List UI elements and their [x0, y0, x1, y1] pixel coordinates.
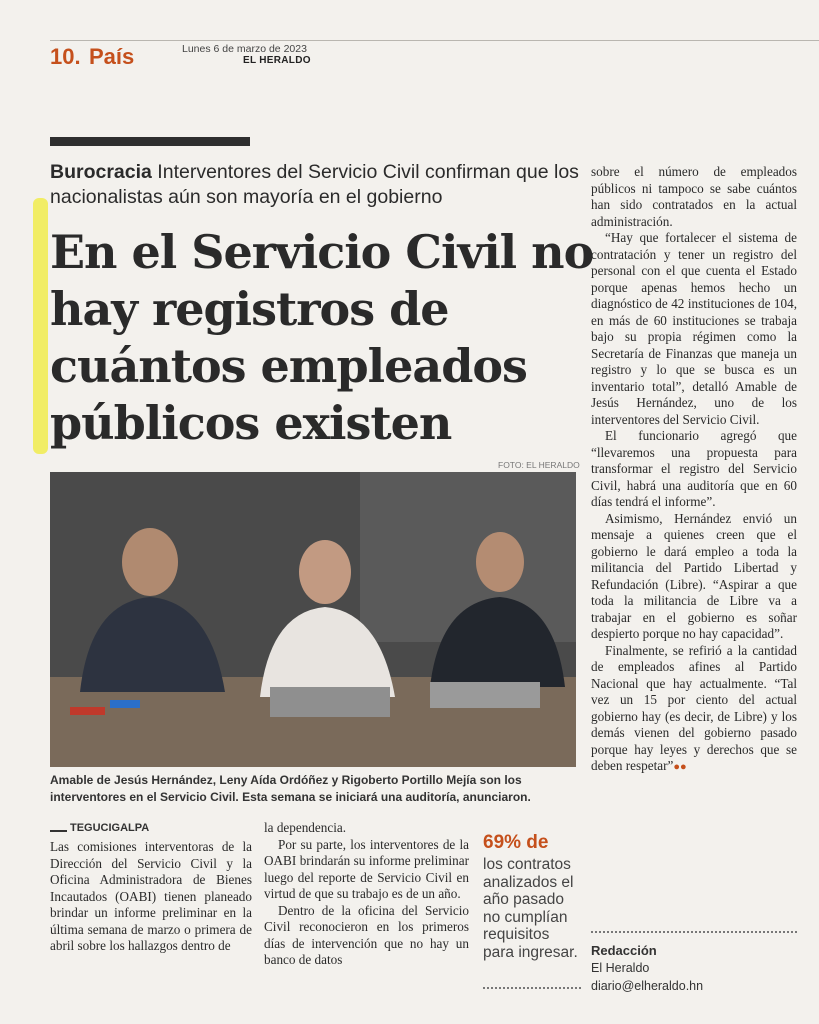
signature-label: Redacción	[591, 943, 657, 958]
body-column-1	[50, 839, 252, 955]
section-bar	[50, 137, 250, 146]
headline: En el Servicio Civil no hay registros de cuántos empleados públicos existen	[50, 225, 594, 450]
signature-email[interactable]: diario@elheraldo.hn	[591, 979, 704, 993]
paragraph-text: Finalmente, se refirió a la cantidad de empleados afines al Partido Nacional que hay actualmente. “Tal vez un 15 por ciento del actual gobierno hay (es decir, de Libre) y los demás vienen del gobierno pasado porque hay leyes y derechos que se deben respetar”	[591, 642, 797, 773]
paragraph: El funcionario agregó que “llevaremos una propuesta para transformar el registro del Servicio Civil, habrá una auditoría que en 60 días tendrá el informe”.	[591, 428, 797, 509]
stat-divider	[483, 987, 581, 989]
paragraph: Por su parte, los interventores de la OABI brindarán su informe preliminar luego del reporte de Servicio Civil en virtud de que su trabajo es de un año.	[264, 836, 469, 901]
photo-illustration	[50, 472, 576, 767]
paragraph: sobre el número de empleados públicos ni tampoco se sabe cuántos han sido contratados en la actual administración.	[591, 164, 797, 229]
photo-credit: FOTO: EL HERALDO	[498, 460, 580, 470]
signature-org: El Heraldo	[591, 961, 650, 975]
kicker-text: Interventores del Servicio Civil confirman que los nacionalistas aún son mayoría en el gobierno	[50, 161, 579, 208]
body-column-2	[264, 820, 469, 969]
article-photo	[50, 472, 576, 767]
page-date: Lunes 6 de marzo de 2023	[182, 43, 307, 55]
paragraph: Dentro de la oficina del Servicio Civil reconocieron en los primeros días de intervención que no hay un banco de datos	[264, 902, 469, 967]
top-rule	[50, 40, 819, 41]
end-mark: ●●	[673, 761, 687, 773]
paragraph: Asimismo, Hernández envió un mensaje a quienes creen que el gobierno le dará empleo a toda la militancia del Partido Libertad y Refundación (Libre). “Aspirar a que toda la militancia de Libre va a trabajar en el gobierno es soñar despierto porque no hay capacidad”.	[591, 510, 797, 641]
stat-percent: 69% de	[483, 832, 549, 853]
paragraph	[591, 643, 797, 776]
paragraph: “Hay que fortalecer el sistema de contratación y tener un registro del personal con el que cuenta el Estado porque apenas hemos hecho un diagnóstico de 42 instituciones de 104, en más de 60 instituciones se trabaja bajo su propia régimen como la Secretaría de Finanzas que maneja un registro y lo que se busca es un inventario total”, detalló Amable de Jesús Hernández, uno de los interventores del Servicio Civil.	[591, 230, 797, 427]
dateline: TEGUCIGALPA	[70, 822, 150, 834]
paragraph: Las comisiones interventoras de la Dirección del Servicio Civil y la Oficina Administradora de Bienes Incautados (OABI) tienen planeado brindar un informe preliminar en la última semana de marzo o primera de abril sobre los hallazgos dentro de	[50, 839, 252, 953]
newspaper-name: EL HERALDO	[243, 55, 311, 66]
page-number: 10.	[50, 44, 81, 69]
section-name: País	[89, 44, 135, 69]
paragraph: la dependencia.	[264, 820, 347, 835]
kicker	[50, 160, 585, 210]
body-column-3	[591, 164, 797, 776]
photo-caption: Amable de Jesús Hernández, Leny Aída Ordóñez y Rigoberto Portillo Mejía son los interventores en el Servicio Civil. Esta semana se iniciará una auditoría, anunciaron.	[50, 773, 531, 804]
highlighter-mark	[33, 198, 48, 454]
dateline-rule	[50, 830, 67, 832]
signature-divider	[591, 931, 797, 933]
stat-text: los contratos analizados el año pasado no cumplían requisitos para ingresar.	[483, 856, 578, 961]
kicker-label: Burocracia	[50, 161, 152, 183]
